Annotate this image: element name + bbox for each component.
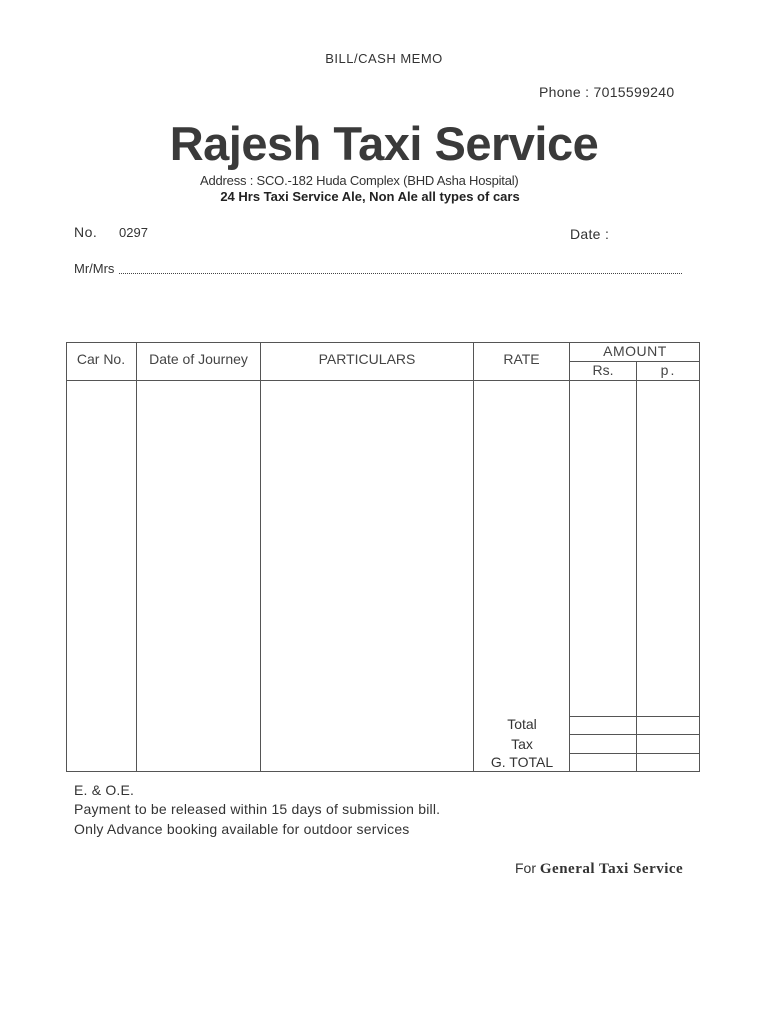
customer-label: Mr/Mrs [74,261,115,276]
memo-title: BILL/CASH MEMO [325,51,443,66]
company-tagline: 24 Hrs Taxi Service Ale, Non Ale all types of cars [220,189,520,204]
bill-number-label: No. [74,224,98,240]
col-header-date-of-journey: Date of Journey [149,351,248,367]
company-name: Rajesh Taxi Service [169,117,599,170]
bill-number-value: 0297 [119,225,148,240]
tax-label: Tax [511,736,533,752]
signature-line [515,860,683,878]
phone-number: Phone : 7015599240 [539,84,675,100]
note-eoe: E. & O.E. [74,782,135,798]
note-payment-terms: Payment to be released within 15 days of submission bill. [74,801,441,817]
col-header-rate: RATE [503,351,540,367]
col-header-particulars: PARTICULARS [318,351,416,367]
col-header-car-no: Car No. [76,351,126,367]
col-header-amount: AMOUNT [603,343,667,359]
col-header-paise: p. [660,362,677,378]
date-label: Date : [570,226,610,242]
signature-prefix: For [515,860,536,876]
signature-company: General Taxi Service [539,861,684,877]
grand-total-label: G. TOTAL [490,754,554,770]
company-address: Address : SCO.-182 Huda Complex (BHD Asha Hospital) [200,173,519,188]
note-advance-booking: Only Advance booking available for outdoor services [74,821,410,837]
col-header-rupees: Rs. [592,362,614,378]
total-label: Total [507,716,537,732]
